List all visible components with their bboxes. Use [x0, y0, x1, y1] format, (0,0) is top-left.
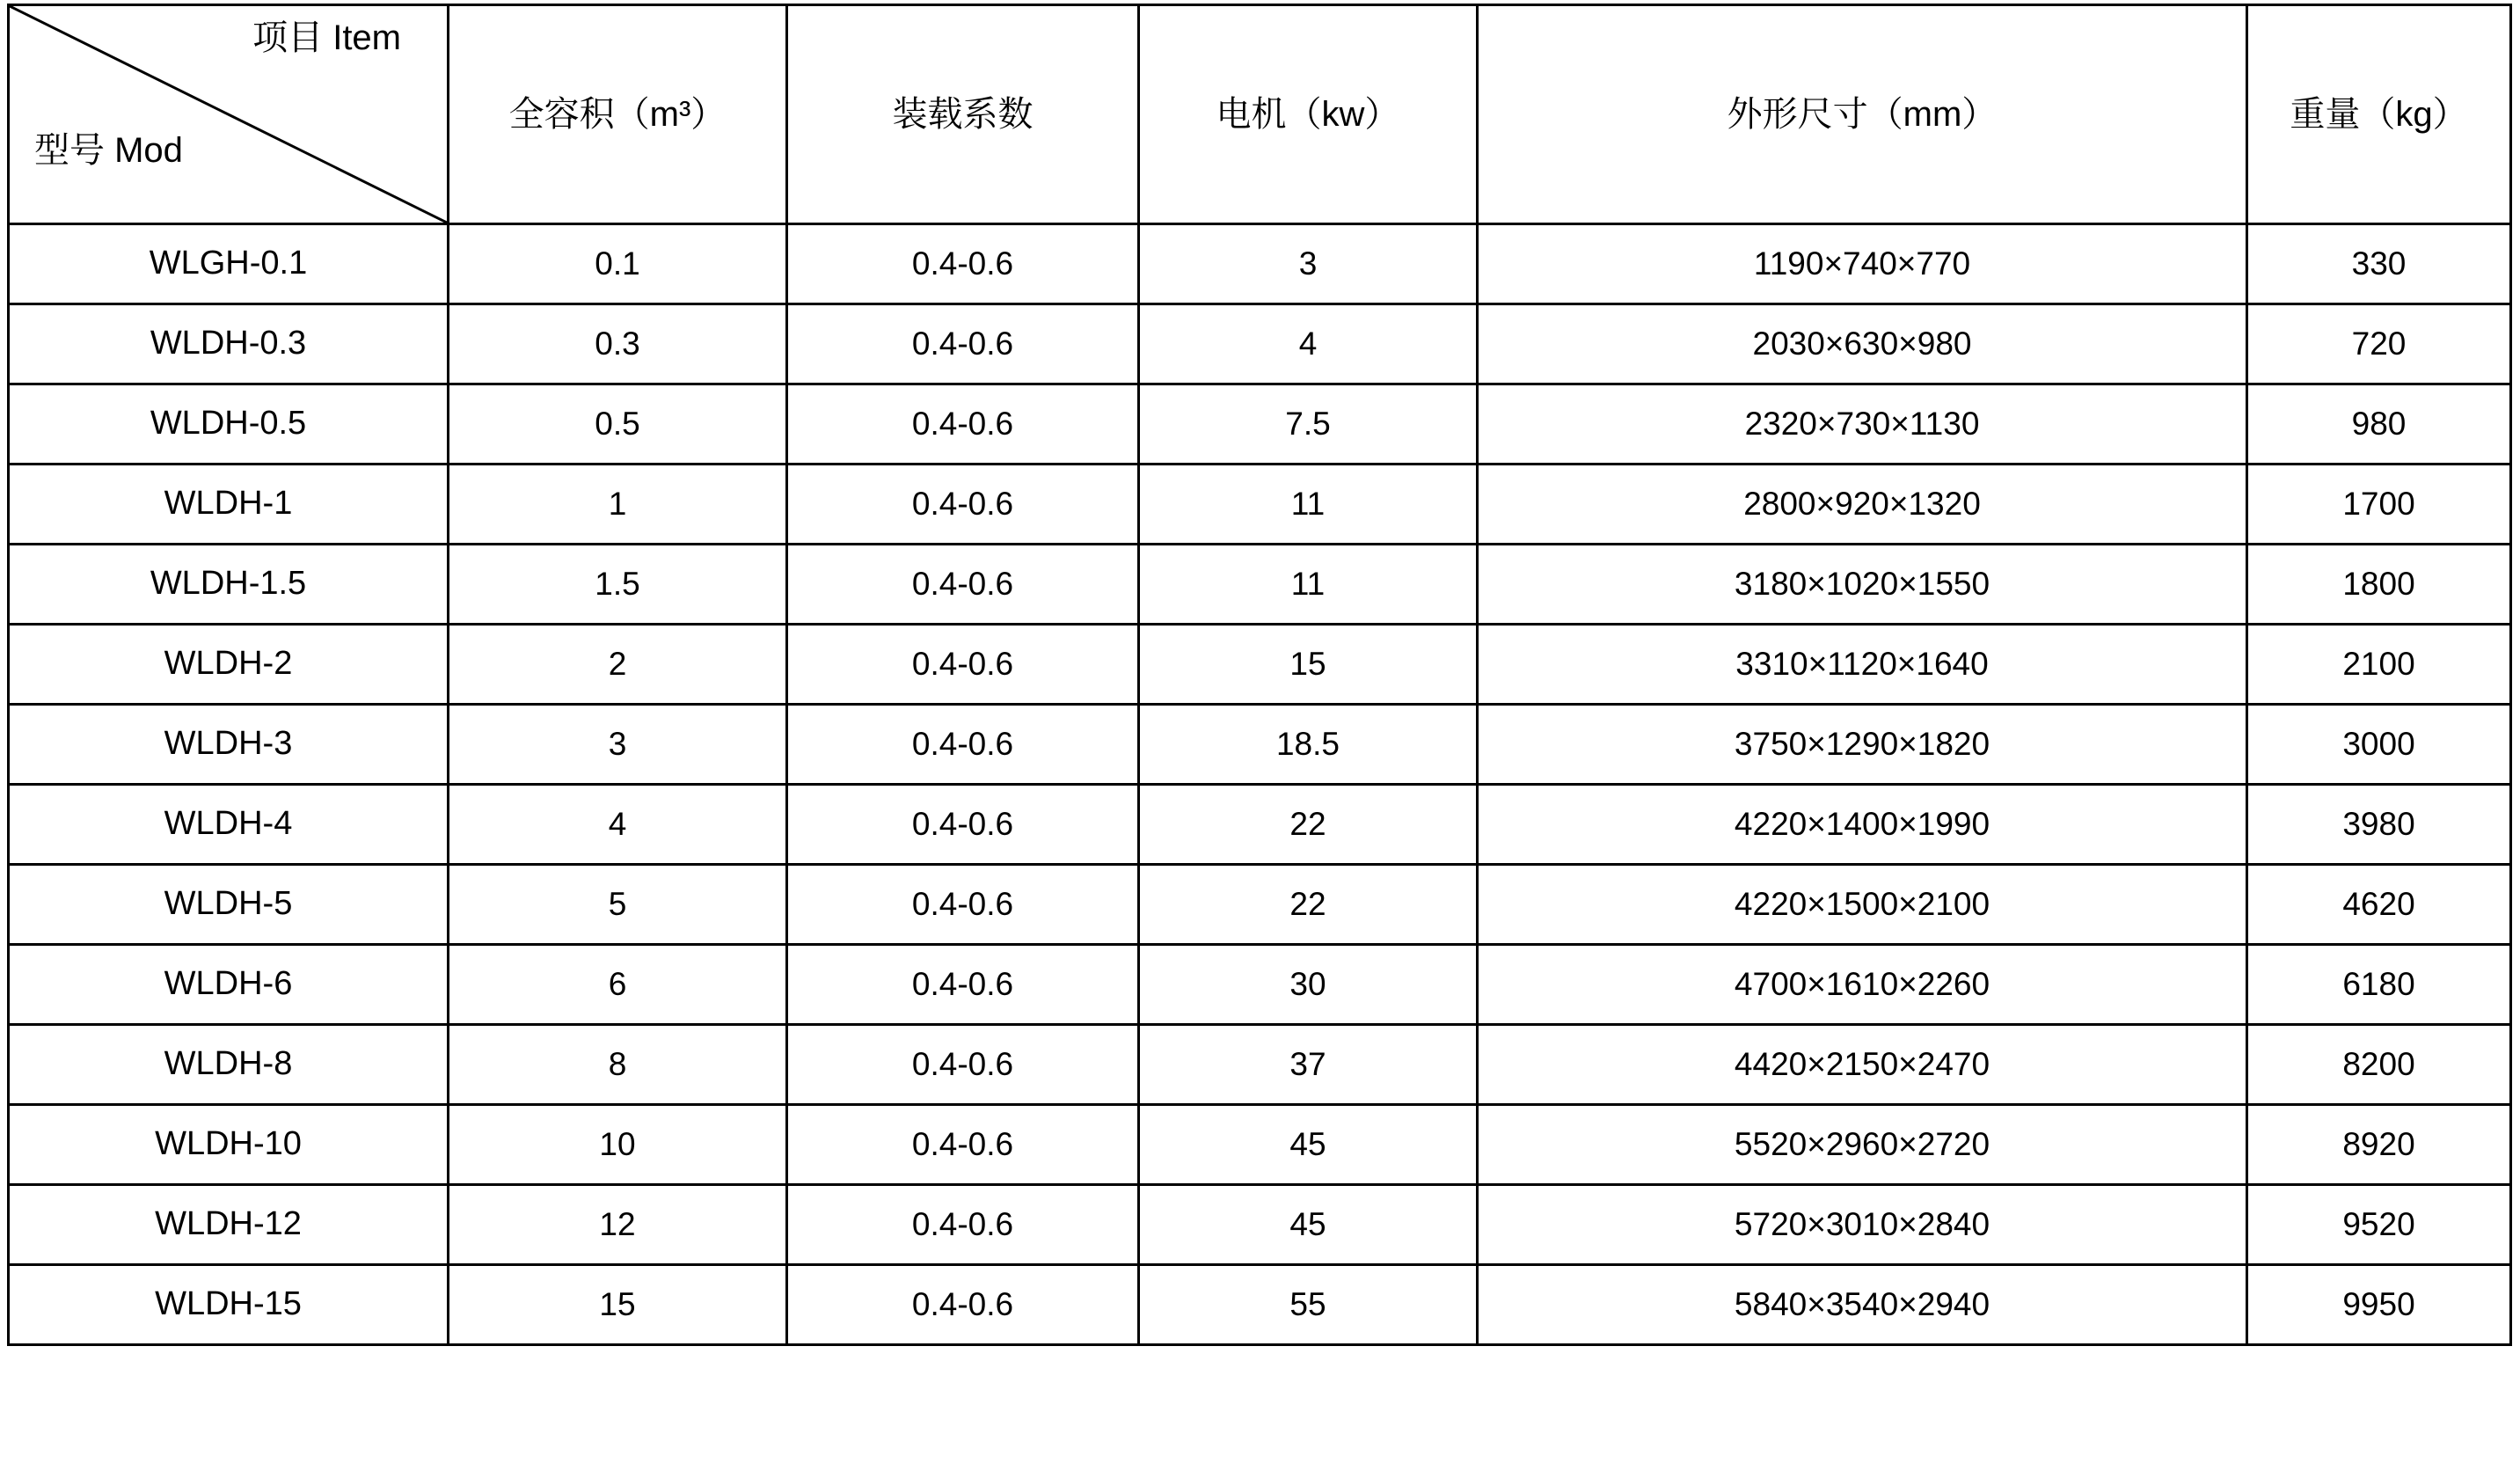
header-coefficient: 装载系数 — [787, 5, 1139, 224]
cell-coefficient: 0.4-0.6 — [787, 1105, 1139, 1185]
cell-dimensions: 5520×2960×2720 — [1478, 1105, 2247, 1185]
cell-motor: 55 — [1139, 1265, 1478, 1345]
cell-model: WLDH-10 — [9, 1105, 449, 1185]
cell-coefficient: 0.4-0.6 — [787, 384, 1139, 465]
table-row — [9, 785, 2511, 865]
cell-motor: 7.5 — [1139, 384, 1478, 465]
cell-model: WLDH-4 — [9, 785, 449, 865]
cell-model: WLDH-1 — [9, 465, 449, 545]
header-volume: 全容积（m³） — [449, 5, 787, 224]
cell-weight: 1800 — [2247, 545, 2511, 625]
cell-model: WLDH-1.5 — [9, 545, 449, 625]
header-corner-cell — [9, 5, 449, 224]
cell-coefficient: 0.4-0.6 — [787, 224, 1139, 304]
cell-volume: 4 — [449, 785, 787, 865]
cell-coefficient: 0.4-0.6 — [787, 945, 1139, 1025]
cell-volume: 2 — [449, 625, 787, 705]
table-row — [9, 1185, 2511, 1265]
cell-weight: 2100 — [2247, 625, 2511, 705]
cell-coefficient: 0.4-0.6 — [787, 625, 1139, 705]
cell-volume: 15 — [449, 1265, 787, 1345]
cell-motor: 37 — [1139, 1025, 1478, 1105]
table-row — [9, 545, 2511, 625]
cell-model: WLDH-0.3 — [9, 304, 449, 384]
cell-dimensions: 5720×3010×2840 — [1478, 1185, 2247, 1265]
cell-weight: 9520 — [2247, 1185, 2511, 1265]
cell-coefficient: 0.4-0.6 — [787, 705, 1139, 785]
cell-dimensions: 3750×1290×1820 — [1478, 705, 2247, 785]
cell-dimensions: 3310×1120×1640 — [1478, 625, 2247, 705]
cell-weight: 3000 — [2247, 705, 2511, 785]
cell-dimensions: 2030×630×980 — [1478, 304, 2247, 384]
cell-weight: 4620 — [2247, 865, 2511, 945]
header-weight: 重量（kg） — [2247, 5, 2511, 224]
cell-motor: 18.5 — [1139, 705, 1478, 785]
cell-coefficient: 0.4-0.6 — [787, 865, 1139, 945]
cell-motor: 45 — [1139, 1105, 1478, 1185]
cell-volume: 12 — [449, 1185, 787, 1265]
cell-model: WLDH-5 — [9, 865, 449, 945]
cell-dimensions: 4420×2150×2470 — [1478, 1025, 2247, 1105]
table-row — [9, 1265, 2511, 1345]
table-row — [9, 865, 2511, 945]
cell-motor: 15 — [1139, 625, 1478, 705]
table-header-row — [9, 5, 2511, 224]
table-body — [9, 224, 2511, 1345]
cell-motor: 22 — [1139, 785, 1478, 865]
table-row — [9, 1025, 2511, 1105]
cell-model: WLDH-6 — [9, 945, 449, 1025]
cell-volume: 5 — [449, 865, 787, 945]
header-item-label: 项目 Item — [252, 18, 401, 57]
cell-volume: 8 — [449, 1025, 787, 1105]
cell-dimensions: 2800×920×1320 — [1478, 465, 2247, 545]
cell-motor: 4 — [1139, 304, 1478, 384]
cell-motor: 22 — [1139, 865, 1478, 945]
cell-volume: 0.3 — [449, 304, 787, 384]
cell-motor: 30 — [1139, 945, 1478, 1025]
header-dimensions: 外形尺寸（mm） — [1478, 5, 2247, 224]
cell-model: WLDH-0.5 — [9, 384, 449, 465]
cell-volume: 10 — [449, 1105, 787, 1185]
cell-motor: 11 — [1139, 465, 1478, 545]
cell-model: WLDH-15 — [9, 1265, 449, 1345]
cell-weight: 980 — [2247, 384, 2511, 465]
cell-model: WLDH-2 — [9, 625, 449, 705]
cell-volume: 6 — [449, 945, 787, 1025]
cell-volume: 3 — [449, 705, 787, 785]
table-row — [9, 384, 2511, 465]
cell-dimensions: 4220×1500×2100 — [1478, 865, 2247, 945]
cell-coefficient: 0.4-0.6 — [787, 304, 1139, 384]
cell-dimensions: 3180×1020×1550 — [1478, 545, 2247, 625]
cell-dimensions: 1190×740×770 — [1478, 224, 2247, 304]
cell-model: WLDH-3 — [9, 705, 449, 785]
cell-weight: 9950 — [2247, 1265, 2511, 1345]
cell-dimensions: 4700×1610×2260 — [1478, 945, 2247, 1025]
cell-dimensions: 5840×3540×2940 — [1478, 1265, 2247, 1345]
cell-model: WLDH-8 — [9, 1025, 449, 1105]
cell-model: WLGH-0.1 — [9, 224, 449, 304]
cell-weight: 8200 — [2247, 1025, 2511, 1105]
cell-model: WLDH-12 — [9, 1185, 449, 1265]
table-row — [9, 945, 2511, 1025]
cell-weight: 3980 — [2247, 785, 2511, 865]
cell-weight: 6180 — [2247, 945, 2511, 1025]
cell-motor: 11 — [1139, 545, 1478, 625]
cell-coefficient: 0.4-0.6 — [787, 1025, 1139, 1105]
cell-volume: 1.5 — [449, 545, 787, 625]
cell-motor: 3 — [1139, 224, 1478, 304]
table-row — [9, 465, 2511, 545]
cell-weight: 330 — [2247, 224, 2511, 304]
cell-volume: 1 — [449, 465, 787, 545]
specification-table — [7, 4, 2512, 1346]
table-row — [9, 1105, 2511, 1185]
cell-motor: 45 — [1139, 1185, 1478, 1265]
cell-coefficient: 0.4-0.6 — [787, 545, 1139, 625]
cell-coefficient: 0.4-0.6 — [787, 1185, 1139, 1265]
cell-coefficient: 0.4-0.6 — [787, 465, 1139, 545]
cell-weight: 8920 — [2247, 1105, 2511, 1185]
cell-dimensions: 4220×1400×1990 — [1478, 785, 2247, 865]
table-row — [9, 304, 2511, 384]
table-row — [9, 224, 2511, 304]
cell-weight: 720 — [2247, 304, 2511, 384]
cell-volume: 0.5 — [449, 384, 787, 465]
table-row — [9, 705, 2511, 785]
cell-coefficient: 0.4-0.6 — [787, 1265, 1139, 1345]
cell-volume: 0.1 — [449, 224, 787, 304]
cell-coefficient: 0.4-0.6 — [787, 785, 1139, 865]
table-row — [9, 625, 2511, 705]
cell-weight: 1700 — [2247, 465, 2511, 545]
header-motor: 电机（kw） — [1139, 5, 1478, 224]
cell-dimensions: 2320×730×1130 — [1478, 384, 2247, 465]
header-model-label: 型号 Mod — [34, 131, 183, 170]
